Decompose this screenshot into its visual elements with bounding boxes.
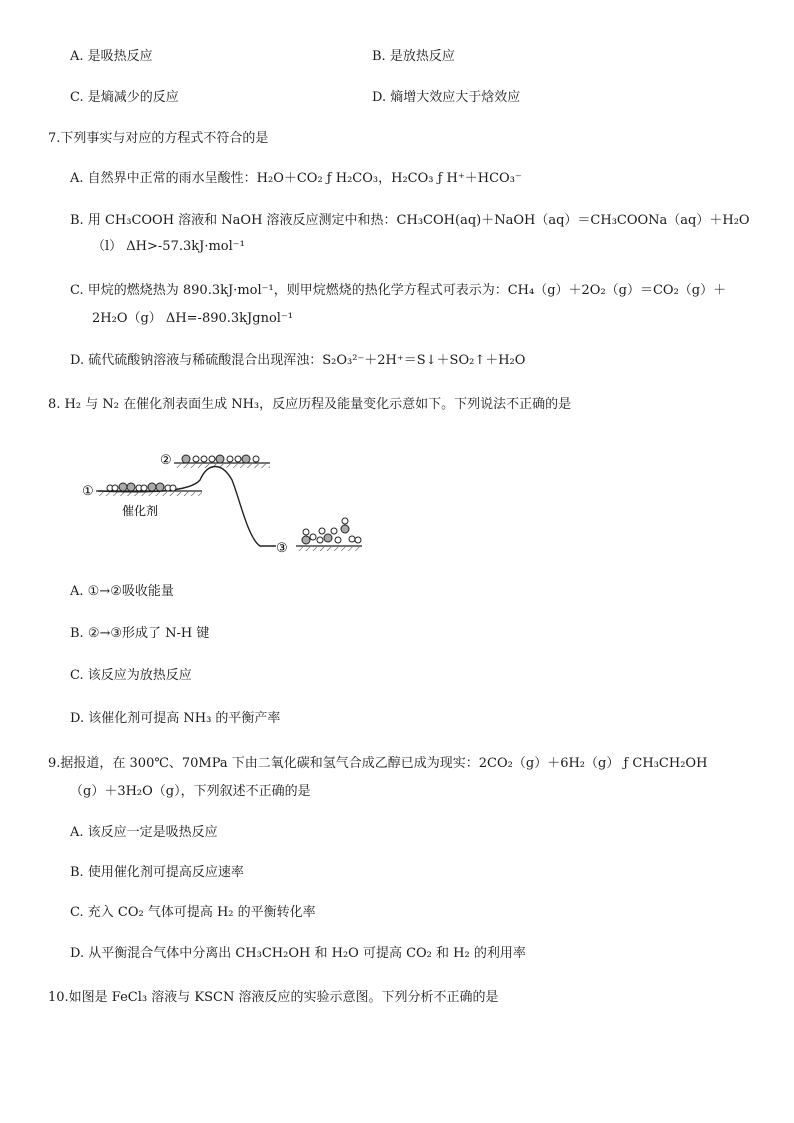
- molecules-state-2: [182, 455, 259, 463]
- q6-option-c: C. 是熵减少的反应: [70, 90, 179, 105]
- q8-option-b: B. ②→③形成了 N-H 键: [70, 626, 210, 641]
- q9-option-a: A. 该反应一定是吸热反应: [70, 825, 218, 840]
- q9-stem-line2: （g）＋3H₂O（g），下列叙述不正确的是: [70, 784, 311, 799]
- q7-option-d: D. 硫代硫酸钠溶液与稀硫酸混合出现浑浊：S₂O₃²⁻＋2H⁺＝S↓＋SO₂↑＋H₂O: [70, 353, 526, 368]
- q9-option-d: D. 从平衡混合气体中分离出 CH₃CH₂OH 和 H₂O 可提高 CO₂ 和 H₂ 的利用率: [70, 946, 526, 961]
- reaction-energy-diagram: [70, 440, 380, 570]
- q10-stem: 10.如图是 FeCl₃ 溶液与 KSCN 溶液反应的实验示意图。下列分析不正确的是: [48, 990, 499, 1005]
- q8-option-d: D. 该催化剂可提高 NH₃ 的平衡产率: [70, 711, 281, 726]
- state-1-label: ①: [82, 484, 94, 499]
- catalyst-surface-2: [174, 463, 270, 468]
- q7-option-b-line1: B. 用 CH₃COOH 溶液和 NaOH 溶液反应测定中和热：CH₃COH(aq)＋NaOH（aq）＝CH₃COONa（aq）＋H₂O: [70, 213, 750, 228]
- q8-option-c: C. 该反应为放热反应: [70, 668, 192, 683]
- q7-option-c-line1: C. 甲烷的燃烧热为 890.3kJ·mol⁻¹，则甲烷燃烧的热化学方程式可表示为：CH₄（g）＋2O₂（g）＝CO₂（g）＋: [70, 283, 727, 298]
- molecules-state-3: [302, 518, 361, 544]
- q9-stem-line1: 9.据报道，在 300℃、70MPa 下由二氧化碳和氢气合成乙醇已成为现实：2CO₂（g）＋6H₂（g） ƒ CH₃CH₂OH: [48, 756, 708, 771]
- catalyst-surface-3: [296, 546, 362, 551]
- q8-option-a: A. ①→②吸收能量: [70, 584, 174, 599]
- q9-option-c: C. 充入 CO₂ 气体可提高 H₂ 的平衡转化率: [70, 905, 316, 920]
- q7-option-a: A. 自然界中正常的雨水呈酸性：H₂O＋CO₂ ƒ H₂CO₃，H₂CO₃ ƒ H⁺＋HCO₃⁻: [70, 171, 522, 186]
- molecules-state-1: [107, 483, 176, 491]
- q7-option-b-line2: （l） ΔH>-57.3kJ·mol⁻¹: [92, 239, 245, 254]
- q6-option-b: B. 是放热反应: [372, 49, 455, 64]
- state-2-label: ②: [160, 453, 172, 468]
- q9-option-b: B. 使用催化剂可提高反应速率: [70, 865, 244, 880]
- q6-option-a: A. 是吸热反应: [70, 49, 153, 64]
- state-3-label: ③: [276, 541, 288, 556]
- catalyst-label: 催化剂: [122, 504, 159, 518]
- q7-stem: 7.下列事实与对应的方程式不符合的是: [48, 131, 269, 146]
- q6-option-d: D. 熵增大效应大于焓效应: [372, 90, 521, 105]
- q8-stem: 8. H₂ 与 N₂ 在催化剂表面生成 NH₃，反应历程及能量变化示意如下。下列说法不正确的是: [48, 397, 572, 412]
- q7-option-c-line2: 2H₂O（g） ΔH=-890.3kJgnol⁻¹: [92, 311, 293, 326]
